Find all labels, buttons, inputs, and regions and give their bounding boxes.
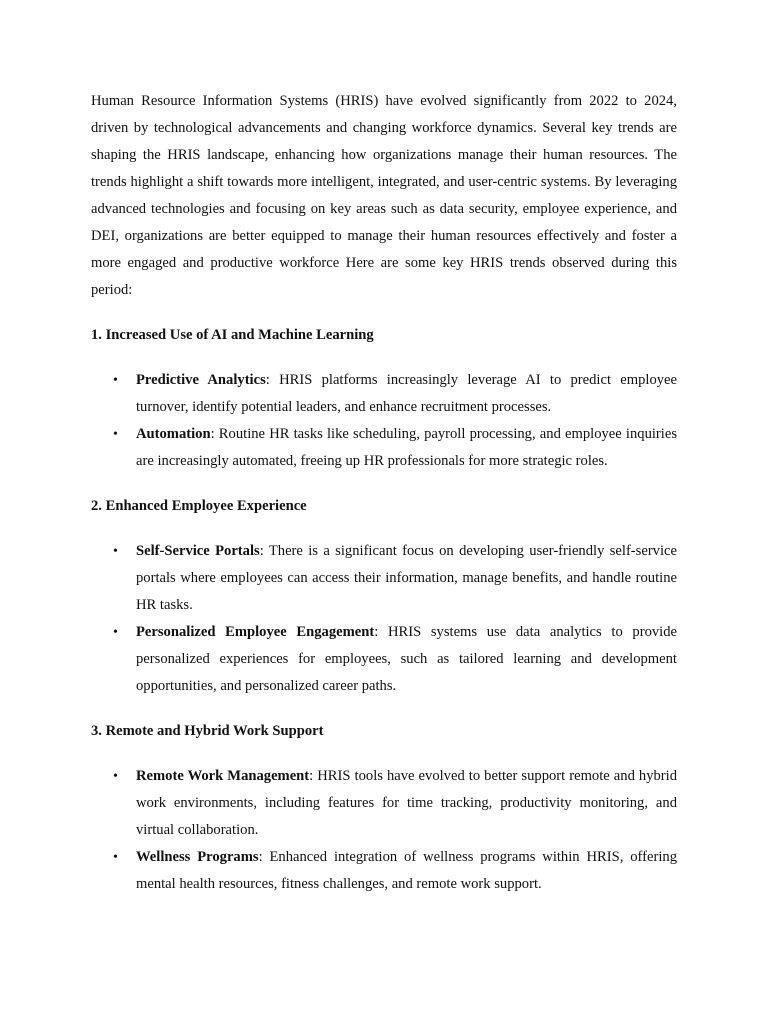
- bullet-icon: •: [113, 427, 118, 442]
- bullet-list: [91, 538, 677, 700]
- item-term: Personalized Employee Engagement: [136, 624, 375, 640]
- list-item: [91, 367, 677, 421]
- item-term: Wellness Programs: [136, 849, 259, 865]
- section-heading: 3. Remote and Hybrid Work Support: [91, 723, 324, 739]
- item-text: : Routine HR tasks like scheduling, payroll processing, and employee inquiries are increasingly automated, freeing up HR professionals for more strategic roles.: [136, 426, 677, 469]
- section-1: [91, 322, 677, 475]
- bullet-icon: •: [113, 769, 118, 784]
- section-2: [91, 493, 677, 700]
- section-heading: 1. Increased Use of AI and Machine Learning: [91, 327, 374, 343]
- item-text: : There is a significant focus on developing user-friendly self-service portals where employees can access their information, manage benefits, and handle routine HR tasks.: [136, 543, 677, 613]
- section-heading: 2. Enhanced Employee Experience: [91, 498, 307, 514]
- bullet-icon: •: [113, 850, 118, 865]
- section-3: [91, 718, 677, 898]
- bullet-icon: •: [113, 373, 118, 388]
- intro-paragraph: Human Resource Information Systems (HRIS) have evolved significantly from 2022 to 2024, driven by technological advancements and changing workforce dynamics. Several key trends are shaping the HRIS landscape, enhancing how organizations manage their human resources. The trends highlight a shift towards more intelligent, integrated, and user-centric systems. By leveraging advanced technologies and focusing on key areas such as data security, employee experience, and DEI, organizations are better equipped to manage their human resources effectively and foster a more engaged and productive workforce Here are some key HRIS trends observed during this period:: [91, 93, 677, 298]
- item-term: Remote Work Management: [136, 768, 310, 784]
- list-item: [91, 763, 677, 844]
- item-term: Self-Service Portals: [136, 543, 260, 559]
- item-text: : HRIS tools have evolved to better support remote and hybrid work environments, including features for time tracking, productivity monitoring, and virtual collaboration.: [136, 768, 677, 838]
- list-item: [91, 421, 677, 475]
- bullet-icon: •: [113, 544, 118, 559]
- list-item: [91, 844, 677, 898]
- bullet-list: [91, 367, 677, 475]
- list-item: [91, 619, 677, 700]
- item-text: : HRIS platforms increasingly leverage AI to predict employee turnover, identify potential leaders, and enhance recruitment processes.: [136, 372, 677, 415]
- bullet-list: [91, 763, 677, 898]
- item-term: Predictive Analytics: [136, 372, 266, 388]
- item-text: : Enhanced integration of wellness programs within HRIS, offering mental health resources, fitness challenges, and remote work support.: [136, 849, 677, 892]
- item-text: : HRIS systems use data analytics to provide personalized experiences for employees, such as tailored learning and development opportunities, and personalized career paths.: [136, 624, 677, 694]
- list-item: [91, 538, 677, 619]
- bullet-icon: •: [113, 625, 118, 640]
- item-term: Automation: [136, 426, 211, 442]
